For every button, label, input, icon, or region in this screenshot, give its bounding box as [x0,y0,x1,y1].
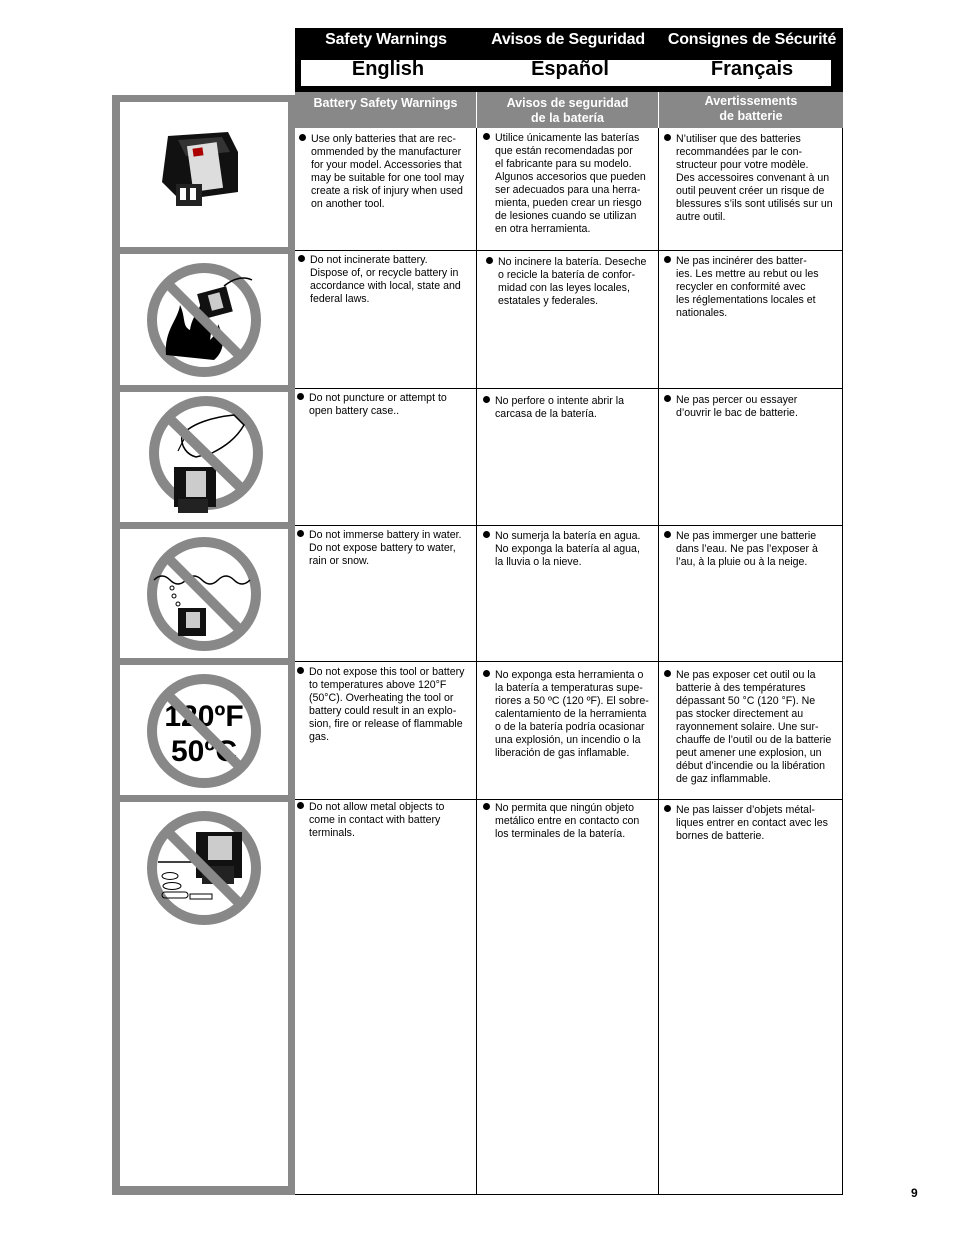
bullet-icon [299,134,306,141]
row-divider [295,799,843,800]
subheader-fr-line1: Avertissements [704,94,798,108]
warning-fr-6: Ne pas laisser d’objets métal- liques entrer en contact avec les bornes de batterie. [664,804,842,843]
warning-en-6: Do not allow metal objects to come in contact with battery terminals. [297,801,471,840]
warning-es-6: No permita que ningún objeto metálico entre en contacto con los terminales de la batería. [483,802,655,841]
warning-en-5: Do not expose this tool or battery to temperatures above 120°F (50°C). Overheating the tool or battery could result in an explo- sion, fire or release of flammable gas. [297,666,471,744]
subheader-espanol [477,92,658,128]
bullet-icon [664,395,671,402]
bullet-icon [297,393,304,400]
row-divider [295,525,843,526]
bullet-icon [664,256,671,263]
row-divider [295,388,843,389]
warning-es-2: No incinere la batería. Deseche o recicle la batería de confor- midad con las leyes locales, estatales y federales. [486,256,658,308]
no-metal-objects-icon [144,806,264,928]
warning-en-4: Do not immerse battery in water. Do not expose battery to water, rain or snow. [297,529,471,568]
bullet-icon [486,257,493,264]
bullet-icon [483,133,490,140]
header-title-fr: Consignes de Sécurité [667,31,837,48]
bullet-icon [297,802,304,809]
bullet-icon [483,803,490,810]
subheader-english [295,92,476,128]
warning-en-2: Do not incinerate battery. Dispose of, or recycle battery in accordance with local, state and federal laws. [298,254,472,306]
language-espanol: Español [531,58,609,80]
no-water-icon [144,532,264,654]
row-divider [295,1194,843,1195]
language-english: English [351,58,425,80]
subheader-fr-line2: de batterie [719,109,783,123]
warning-es-1: Utilice únicamente las baterías que están recomendadas por el fabricante para su modelo. Algunos accesorios que pueden ser adecuados para una herra- mienta, pueden crear un riesgo de lesiones cuando se utilizan en otra herramienta. [483,132,655,236]
header-col-es [477,28,659,49]
warning-fr-5: Ne pas exposer cet outil ou la batterie à des températures dépassant 50 °C (120 °F). Ne pas stocker directement au rayonnement solaire. Une sur- chauffe de l’outil ou de la batterie peut amener une explosion, un début d’incendie ou la libération de gaz inflammable. [664,669,842,786]
row-divider [295,661,843,662]
subheader-en-text: Battery Safety Warnings [313,96,458,110]
warning-es-5: No exponga esta herramienta o la batería a temperaturas supe- riores a 50 ºC (120 ºF). El sobre- calentamiento de la herramienta o de la batería podría ocasionar una explosión, un incendio o la liberación de gas inflamable. [483,669,655,760]
bullet-icon [297,530,304,537]
header-col-en [295,28,477,49]
warning-es-3: No perfore o intente abrir la carcasa de la batería. [483,395,655,421]
header-title-en: Safety Warnings [325,31,447,48]
subheader-es-line2: de la batería [531,111,604,125]
language-header [295,28,843,92]
warning-en-1: Use only batteries that are rec- ommended by the manufacturer for your model. Accessories that may be suitable for one tool may create a risk of injury when used on another tool. [299,133,473,211]
warning-fr-4: Ne pas immerger une batterie dans l’eau. Ne pas l’exposer à l’au, à la pluie ou à la neige. [664,530,842,569]
subheader-es-line1: Avisos de seguridad [506,96,629,110]
header-title-es: Avisos de Seguridad [491,31,645,48]
header-col-fr [661,28,843,49]
bullet-icon [298,255,305,262]
subheader-francais [659,92,843,128]
language-francais: Français [710,58,794,80]
warning-en-3: Do not puncture or attempt to open battery case.. [297,392,471,418]
no-fire-icon [144,260,264,380]
bullet-icon [483,531,490,538]
bullet-icon [664,531,671,538]
bullet-icon [297,667,304,674]
heat-celsius-label: 50ºC [171,735,237,768]
warning-fr-3: Ne pas percer ou essayer d’ouvrir le bac de batterie. [664,394,842,420]
warning-fr-2: Ne pas incinérer des batter- ies. Les mettre au rebut ou les recycler en conformité avec les réglementations locales et nationales. [664,255,842,320]
heat-fahrenheit-label: 120ºF [164,700,244,733]
row-divider [295,250,843,251]
page-number: 9 [911,1186,918,1200]
bullet-icon [483,396,490,403]
warning-es-4: No sumerja la batería en agua. No exponga la batería al agua, la lluvia o la nieve. [483,530,655,569]
no-puncture-icon [144,395,264,521]
bullet-icon [664,670,671,677]
bullet-icon [483,670,490,677]
bullet-icon [664,134,671,141]
bullet-icon [664,805,671,812]
battery-pack-icon [150,122,250,222]
warning-fr-1: N’utiliser que des batteries recommandées par le con- structeur pour votre modèle. Des accessoires convenant à un outil peuvent créer un risque de blessures s’ils sont utilisés sur un autre outil. [664,133,842,224]
no-heat-icon [144,669,264,791]
